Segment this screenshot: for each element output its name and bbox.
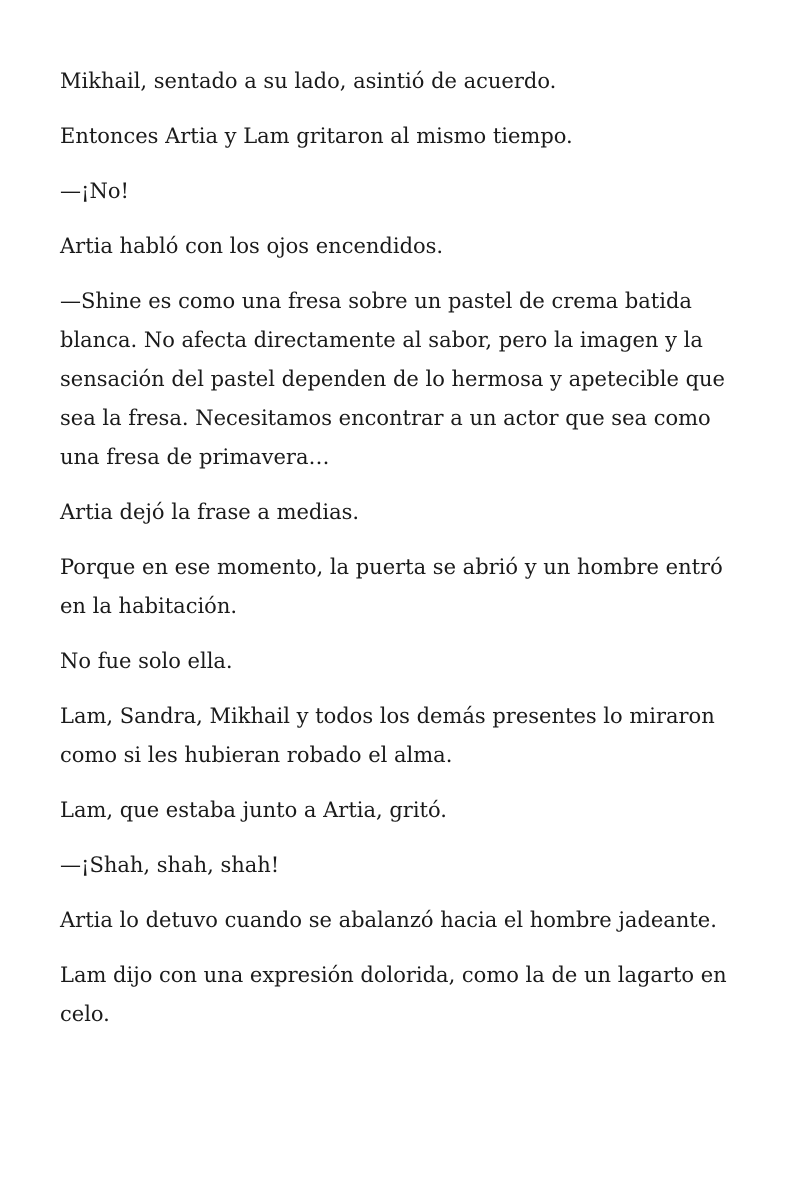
paragraph: Lam dijo con una expresión dolorida, como la de un lagarto en celo. <box>60 963 727 1026</box>
paragraph: Porque en ese momento, la puerta se abrió y un hombre entró en la habitación. <box>60 555 723 618</box>
paragraph: —¡No! <box>60 179 129 203</box>
paragraph: Mikhail, sentado a su lado, asintió de acuerdo. <box>60 69 557 93</box>
paragraph: —¡Shah, shah, shah! <box>60 853 280 877</box>
paragraph: Lam, Sandra, Mikhail y todos los demás presentes lo miraron como si les hubieran robado el alma. <box>60 704 715 767</box>
paragraph: Lam, que estaba junto a Artia, gritó. <box>60 798 447 822</box>
paragraph: Artia lo detuvo cuando se abalanzó hacia el hombre jadeante. <box>60 908 717 932</box>
paragraph: Artia dejó la frase a medias. <box>60 500 360 524</box>
document-page <box>60 62 750 1050</box>
paragraph: Artia habló con los ojos encendidos. <box>60 234 444 258</box>
paragraph: No fue solo ella. <box>60 649 233 673</box>
paragraph: —Shine es como una fresa sobre un pastel de crema batida blanca. No afecta directamente al sabor, pero la imagen y la sensación del pastel dependen de lo hermosa y apetecible que sea la fresa. Necesitamos encontrar a un actor que sea como una fresa de primavera… <box>60 289 725 469</box>
paragraph: Entonces Artia y Lam gritaron al mismo tiempo. <box>60 124 573 148</box>
